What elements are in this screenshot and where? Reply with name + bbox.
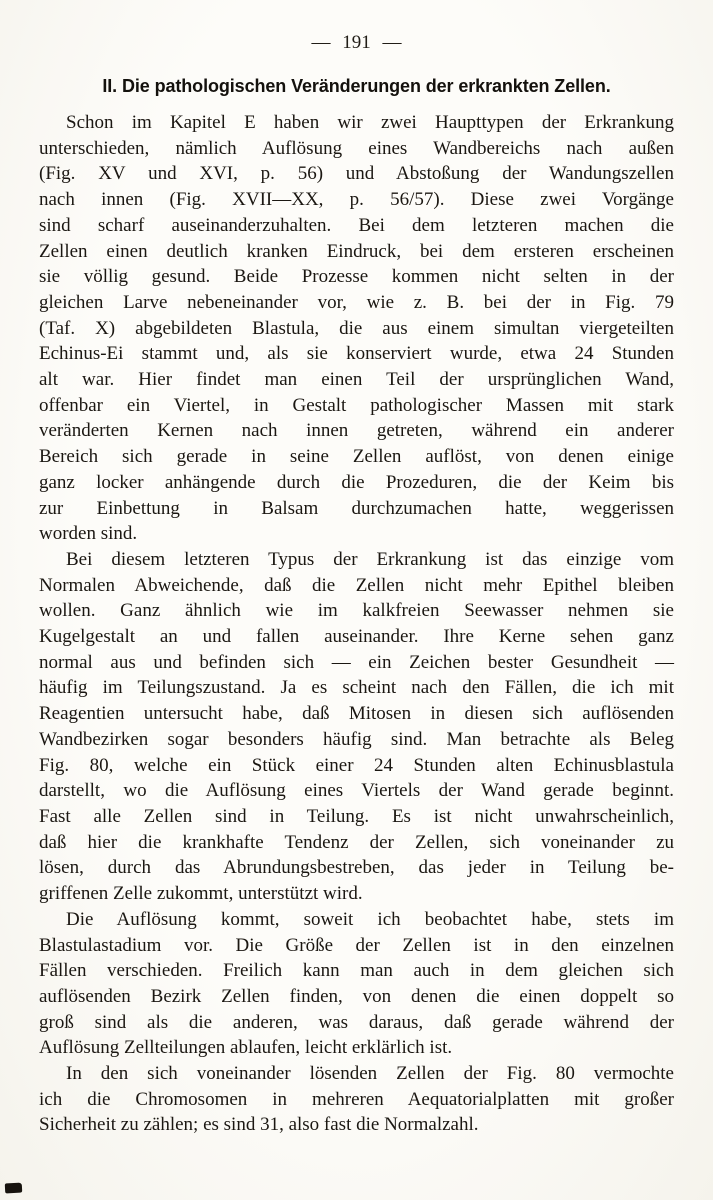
body-text bbox=[39, 110, 674, 1138]
text-line: ich die Chromosomen in mehreren Aequatorialplatten mit großer bbox=[39, 1088, 674, 1110]
text-line: normal aus und befinden sich — ein Zeichen bester Gesundheit — bbox=[39, 651, 674, 673]
text-line: worden sind. bbox=[39, 523, 138, 545]
text-line: wollen. Ganz ähnlich wie im kalkfreien Seewasser nehmen sie bbox=[39, 600, 674, 622]
text-line: lösen, durch das Abrundungsbestreben, das jeder in Teilung be- bbox=[39, 857, 674, 879]
text-line: Bereich sich gerade in seine Zellen auflöst, von denen einige bbox=[39, 446, 674, 468]
text-line: daß hier die krankhafte Tendenz der Zellen, sich voneinander zu bbox=[39, 831, 674, 853]
text-line: sie völlig gesund. Beide Prozesse kommen nicht selten in der bbox=[39, 266, 674, 288]
text-line: griffenen Zelle zukommt, unterstützt wird. bbox=[39, 883, 363, 905]
text-line: alt war. Hier findet man einen Teil der ursprünglichen Wand, bbox=[39, 369, 674, 391]
text-line: unterschieden, nämlich Auflösung eines Wandbereichs nach außen bbox=[39, 137, 674, 159]
text-line: Wandbezirken sogar besonders häufig sind. Man betrachte als Beleg bbox=[39, 728, 674, 750]
text-line: auflösenden Bezirk Zellen finden, von denen die einen doppelt so bbox=[39, 985, 674, 1007]
text-line: Fig. 80, welche ein Stück einer 24 Stunden alten Echinusblastula bbox=[39, 754, 674, 776]
text-line: Auflösung Zellteilungen ablaufen, leicht erklärlich ist. bbox=[39, 1037, 453, 1059]
text-line: darstellt, wo die Auflösung eines Viertels der Wand gerade beginnt. bbox=[39, 780, 674, 802]
text-line: Die Auflösung kommt, soweit ich beobachtet habe, stets im bbox=[66, 908, 674, 930]
text-line: Fast alle Zellen sind in Teilung. Es ist nicht unwahrscheinlich, bbox=[39, 805, 674, 827]
text-line: Blastulastadium vor. Die Größe der Zellen ist in den einzelnen bbox=[39, 934, 674, 956]
page-number: — 191 — bbox=[311, 32, 402, 53]
text-line: zur Einbettung in Balsam durchzumachen hatte, weggerissen bbox=[39, 497, 674, 519]
paragraph bbox=[39, 907, 674, 1061]
text-line: Reagentien untersucht habe, daß Mitosen in diesen sich auflösenden bbox=[39, 703, 674, 725]
text-line: (Taf. X) abgebildeten Blastula, die aus einem simultan viergeteilten bbox=[39, 317, 674, 339]
text-line: offenbar ein Viertel, in Gestalt pathologischer Massen mit stark bbox=[39, 394, 674, 416]
text-line: ganz locker anhängende durch die Prozeduren, die der Keim bis bbox=[39, 471, 674, 493]
text-line: Normalen Abweichende, daß die Zellen nicht mehr Epithel bleiben bbox=[39, 574, 674, 596]
text-line: gleichen Larve nebeneinander vor, wie z. B. bei der in Fig. 79 bbox=[39, 291, 674, 313]
text-line: sind scharf auseinanderzuhalten. Bei dem letzteren machen die bbox=[39, 214, 674, 236]
scan-artifact-mark bbox=[5, 1183, 23, 1194]
text-line: häufig im Teilungszustand. Ja es scheint nach den Fällen, die ich mit bbox=[39, 677, 674, 699]
paragraph bbox=[39, 110, 674, 547]
text-line: nach innen (Fig. XVII—XX, p. 56/57). Diese zwei Vorgänge bbox=[39, 189, 674, 211]
text-line: groß sind als die anderen, was daraus, daß gerade während der bbox=[39, 1011, 674, 1033]
text-line: (Fig. XV und XVI, p. 56) und Abstoßung der Wandungszellen bbox=[39, 163, 674, 185]
paragraph bbox=[39, 1061, 674, 1138]
text-line: Zellen einen deutlich kranken Eindruck, bei dem ersteren erscheinen bbox=[39, 240, 674, 262]
section-heading: II. Die pathologischen Veränderungen der erkrankten Zellen. bbox=[102, 76, 611, 96]
text-line: Kugelgestalt an und fallen auseinander. Ihre Kerne sehen ganz bbox=[39, 626, 674, 648]
text-line: Echinus-Ei stammt und, als sie konserviert wurde, etwa 24 Stunden bbox=[39, 343, 674, 365]
paragraph bbox=[39, 547, 674, 907]
text-line: Sicherheit zu zählen; es sind 31, also fast die Normalzahl. bbox=[39, 1114, 479, 1136]
text-line: veränderten Kernen nach innen getreten, während ein anderer bbox=[39, 420, 674, 442]
text-line: Fällen verschieden. Freilich kann man auch in dem gleichen sich bbox=[39, 960, 674, 982]
text-line: Schon im Kapitel E haben wir zwei Haupttypen der Erkrankung bbox=[66, 112, 674, 133]
text-line: Bei diesem letzteren Typus der Erkrankung ist das einzige vom bbox=[66, 548, 674, 570]
text-line: In den sich voneinander lösenden Zellen der Fig. 80 vermochte bbox=[66, 1063, 674, 1085]
